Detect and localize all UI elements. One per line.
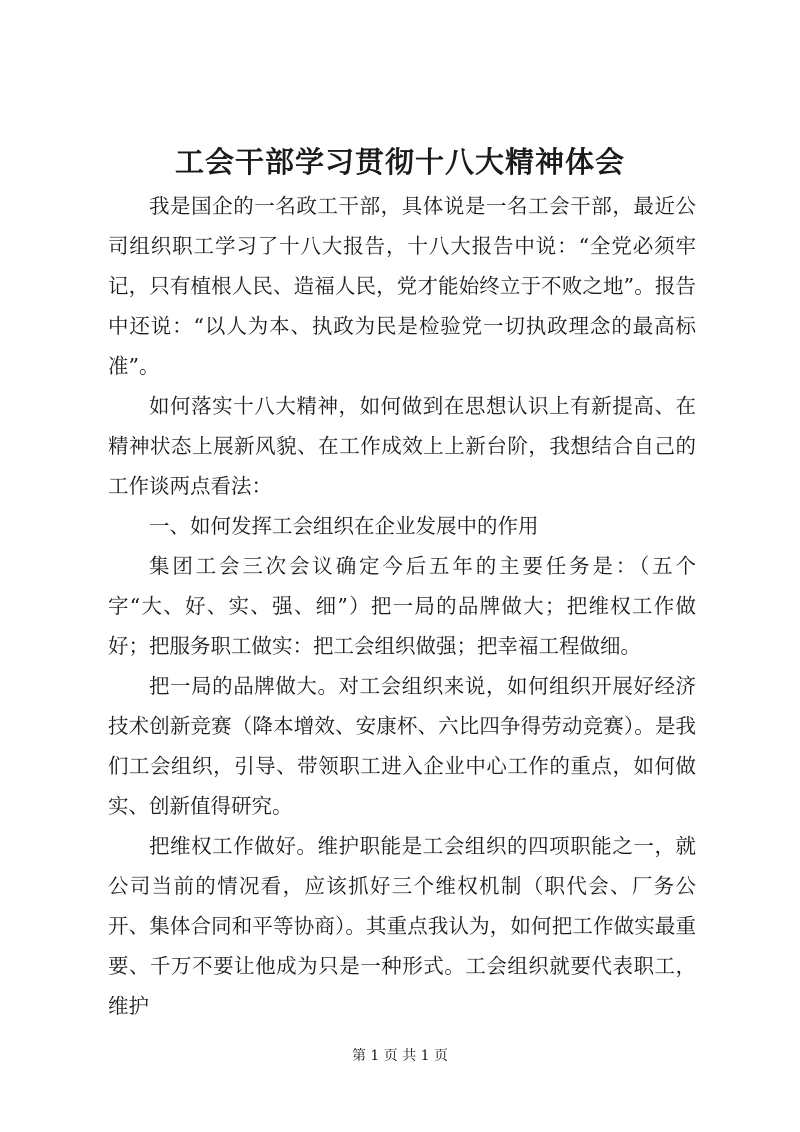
page-title: 工会干部学习贯彻十八大精神体会 bbox=[174, 145, 625, 179]
paragraph-intro: 我是国企的一名政工干部，具体说是一名工会干部，最近公司组织职工学习了十八大报告，十八大报告中说：“全党必须牢记，只有植根人民、造福人民，党才能始终立于不败之地”。报告中还说：“以人为本、执政为民是检验党一切执政理念的最高标准”。 bbox=[108, 194, 696, 378]
page-footer: 第 1 页 共 1 页 bbox=[351, 1048, 449, 1064]
document-body bbox=[108, 186, 696, 1026]
paragraph-brand: 把一局的品牌做大。对工会组织来说，如何组织开展好经济技术创新竞赛（降本增效、安康杯、六比四争得劳动竞赛）。是我们工会组织，引导、带领职工进入企业中心工作的重点，如何做实、创新值得研究。 bbox=[108, 674, 696, 818]
section-heading-1: 一、如何发挥工会组织在企业发展中的作用 bbox=[149, 514, 539, 538]
paragraph-how-to-implement: 如何落实十八大精神，如何做到在思想认识上有新提高、在精神状态上展新风貌、在工作成效上上新台阶，我想结合自己的工作谈两点看法： bbox=[108, 394, 696, 498]
paragraph-rights: 把维权工作做好。维护职能是工会组织的四项职能之一，就公司当前的情况看，应该抓好三个维权机制（职代会、厂务公开、集体合同和平等协商）。其重点我认为，如何把工作做实最重要、千万不要让他成为只是一种形式。工会组织就要代表职工，维护 bbox=[108, 834, 696, 1018]
paragraph-main-tasks: 集团工会三次会议确定今后五年的主要任务是：（五个字“大、好、实、强、细”）把一局的品牌做大；把维权工作做好；把服务职工做实：把工会组织做强；把幸福工程做细。 bbox=[108, 554, 696, 658]
